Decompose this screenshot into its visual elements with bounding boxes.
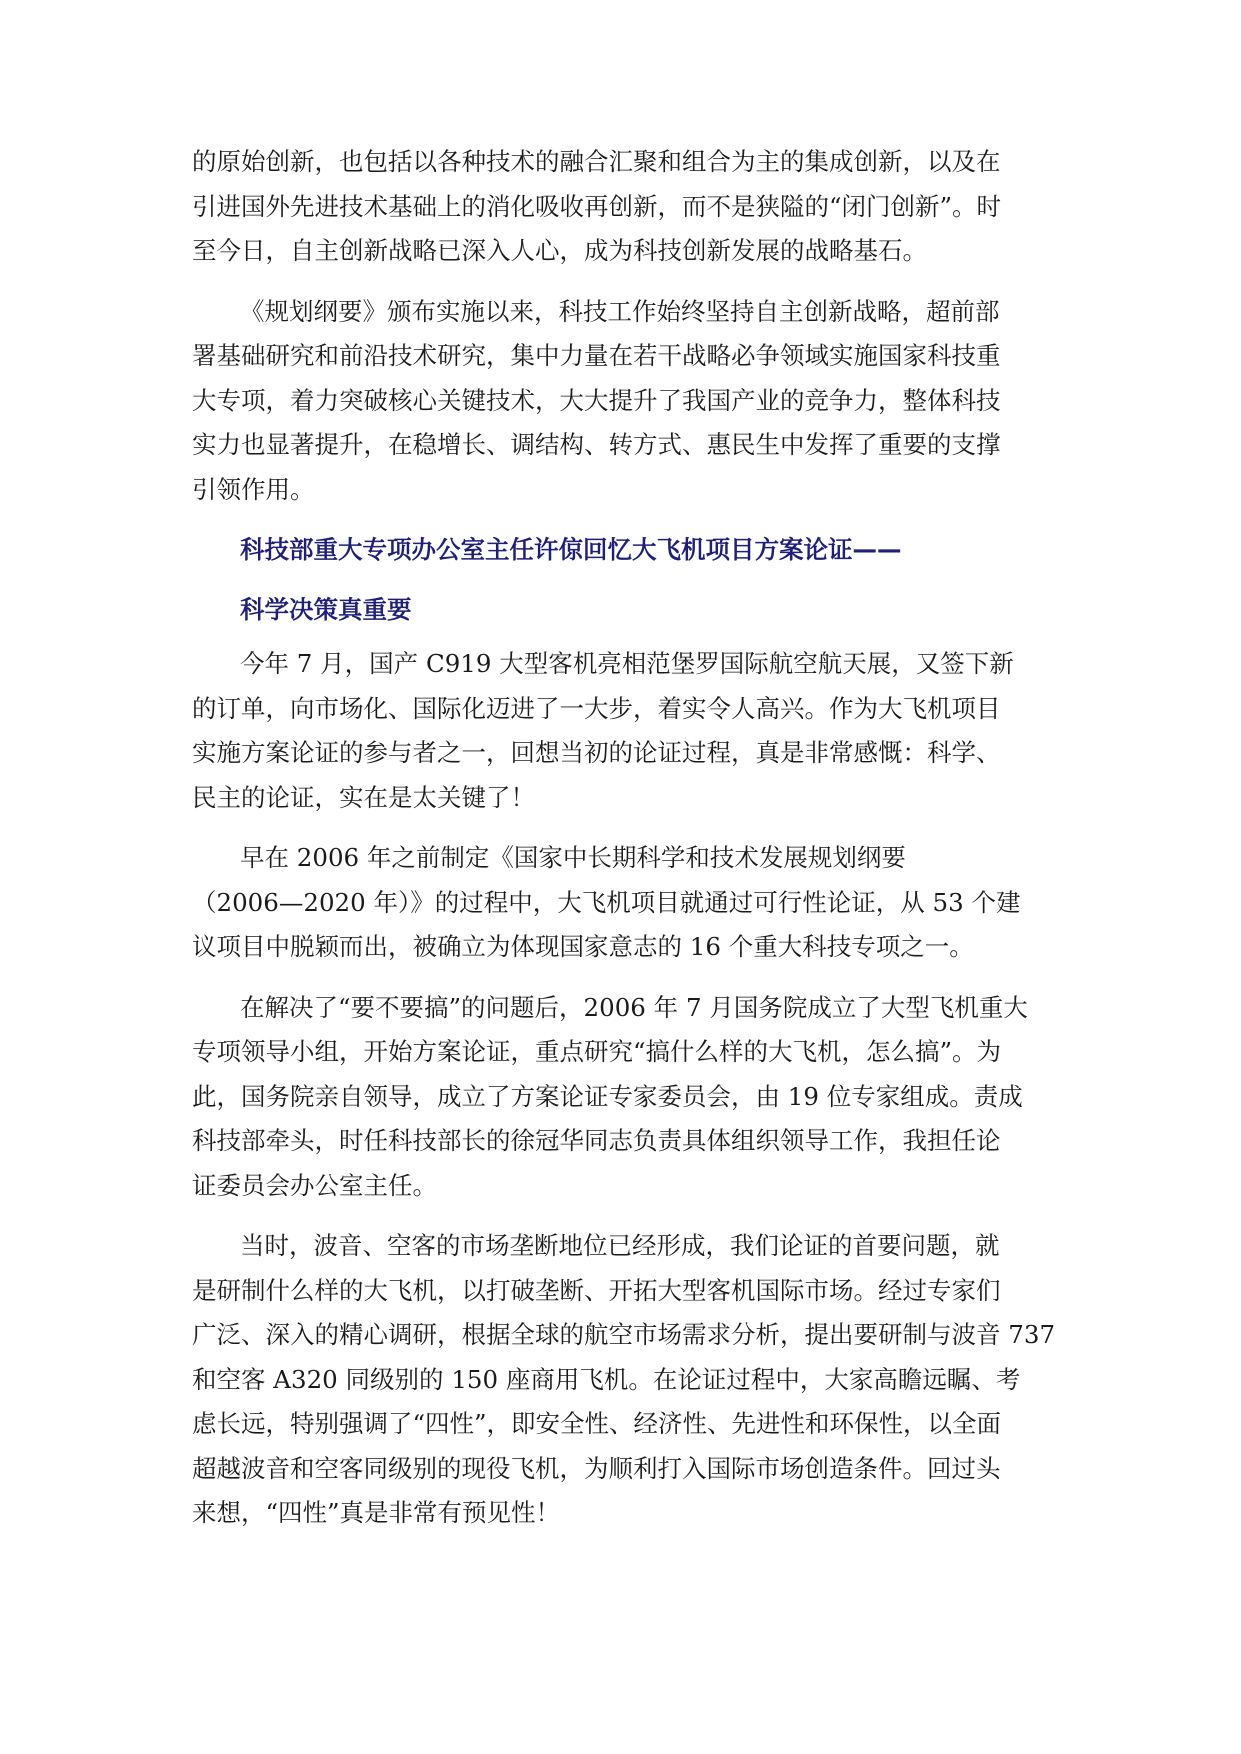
paragraph-plan-outline [192, 290, 1016, 513]
paragraph-line: 至今日，自主创新战略已深入人心，成为科技创新发展的战略基石。 [192, 236, 927, 265]
document-body [192, 140, 1056, 1552]
paragraph-original-innovation [192, 140, 1016, 274]
paragraph-line: 今年 7 月，国产 C919 大型客机亮相范堡罗国际航空航天展，又签下新 [240, 649, 1014, 678]
paragraph-line: 是研制什么样的大飞机，以打破垄断、开拓大型客机国际市场。经过专家们 [192, 1275, 1001, 1305]
paragraph-line: 引进国外先进技术基础上的消化吸收再创新，而不是狭隘的“闭门创新”。时 [192, 191, 1002, 221]
paragraph-line: 署基础研究和前沿技术研究，集中力量在若干战略必争领域实施国家科技重 [192, 341, 1001, 370]
paragraph-line: 证委员会办公室主任。 [192, 1170, 437, 1200]
paragraph-line: 虑长远，特别强调了“四性”，即安全性、经济性、先进性和环保性，以全面 [192, 1409, 1002, 1438]
paragraph-line: 引领作用。 [192, 474, 315, 504]
paragraph-four-properties [192, 1224, 1056, 1536]
paragraph-line: （2006—2020 年）》的过程中，大飞机项目就通过可行性论证，从 53 个建 [192, 887, 1021, 917]
paragraph-line: 《规划纲要》颁布实施以来，科技工作始终坚持自主创新战略，超前部 [240, 296, 1000, 326]
paragraph-line: 的原始创新，也包括以各种技术的融合汇聚和组合为主的集成创新，以及在 [192, 147, 1001, 176]
paragraph-c919 [192, 642, 1016, 820]
paragraph-line: 在解决了“要不要搞”的问题后，2006 年 7 月国务院成立了大型飞机重大 [240, 992, 1028, 1022]
paragraph-line: 实力也显著提升，在稳增长、调结构、转方式、惠民生中发挥了重要的支撑 [192, 430, 1001, 459]
paragraph-line: 当时，波音、空客的市场垄断地位已经形成，我们论证的首要问题，就 [240, 1231, 1000, 1260]
paragraph-line: 早在 2006 年之前制定《国家中长期科学和技术发展规划纲要 [240, 843, 906, 872]
paragraph-line: 科技部牵头，时任科技部长的徐冠华同志负责具体组织领导工作，我担任论 [192, 1126, 1001, 1155]
section-heading-line-1: 科技部重大专项办公室主任许倞回忆大飞机项目方案论证—— [240, 535, 902, 564]
paragraph-state-council [192, 986, 1028, 1209]
paragraph-line: 的订单，向市场化、国际化迈进了一大步，着实令人高兴。作为大飞机项目 [192, 693, 1001, 723]
paragraph-2006-plan [192, 836, 1021, 970]
paragraph-line: 民主的论证，实在是太关键了！ [192, 782, 535, 812]
paragraph-line: 此，国务院亲自领导，成立了方案论证专家委员会，由 19 位专家组成。责成 [192, 1081, 1023, 1111]
paragraph-line: 大专项，着力突破核心关键技术，大大提升了我国产业的竞争力，整体科技 [192, 385, 1001, 415]
paragraph-line: 专项领导小组，开始方案论证，重点研究“搞什么样的大飞机，怎么搞”。为 [192, 1037, 1002, 1066]
section-heading-line-2: 科学决策真重要 [240, 595, 412, 624]
paragraph-line: 来想，“四性”真是非常有预见性！ [192, 1498, 561, 1527]
paragraph-line: 议项目中脱颖而出，被确立为体现国家意志的 16 个重大科技专项之一。 [192, 932, 974, 961]
paragraph-line: 广泛、深入的精心调研，根据全球的航空市场需求分析，提出要研制与波音 737 [192, 1320, 1056, 1349]
paragraph-line: 超越波音和空客同级别的现役飞机，为顺利打入国际市场创造条件。回过头 [192, 1453, 1001, 1483]
paragraph-line: 和空客 A320 同级别的 150 座商用飞机。在论证过程中，大家高瞻远瞩、考 [192, 1364, 1021, 1394]
paragraph-line: 实施方案论证的参与者之一，回想当初的论证过程，真是非常感慨：科学、 [192, 738, 1001, 767]
